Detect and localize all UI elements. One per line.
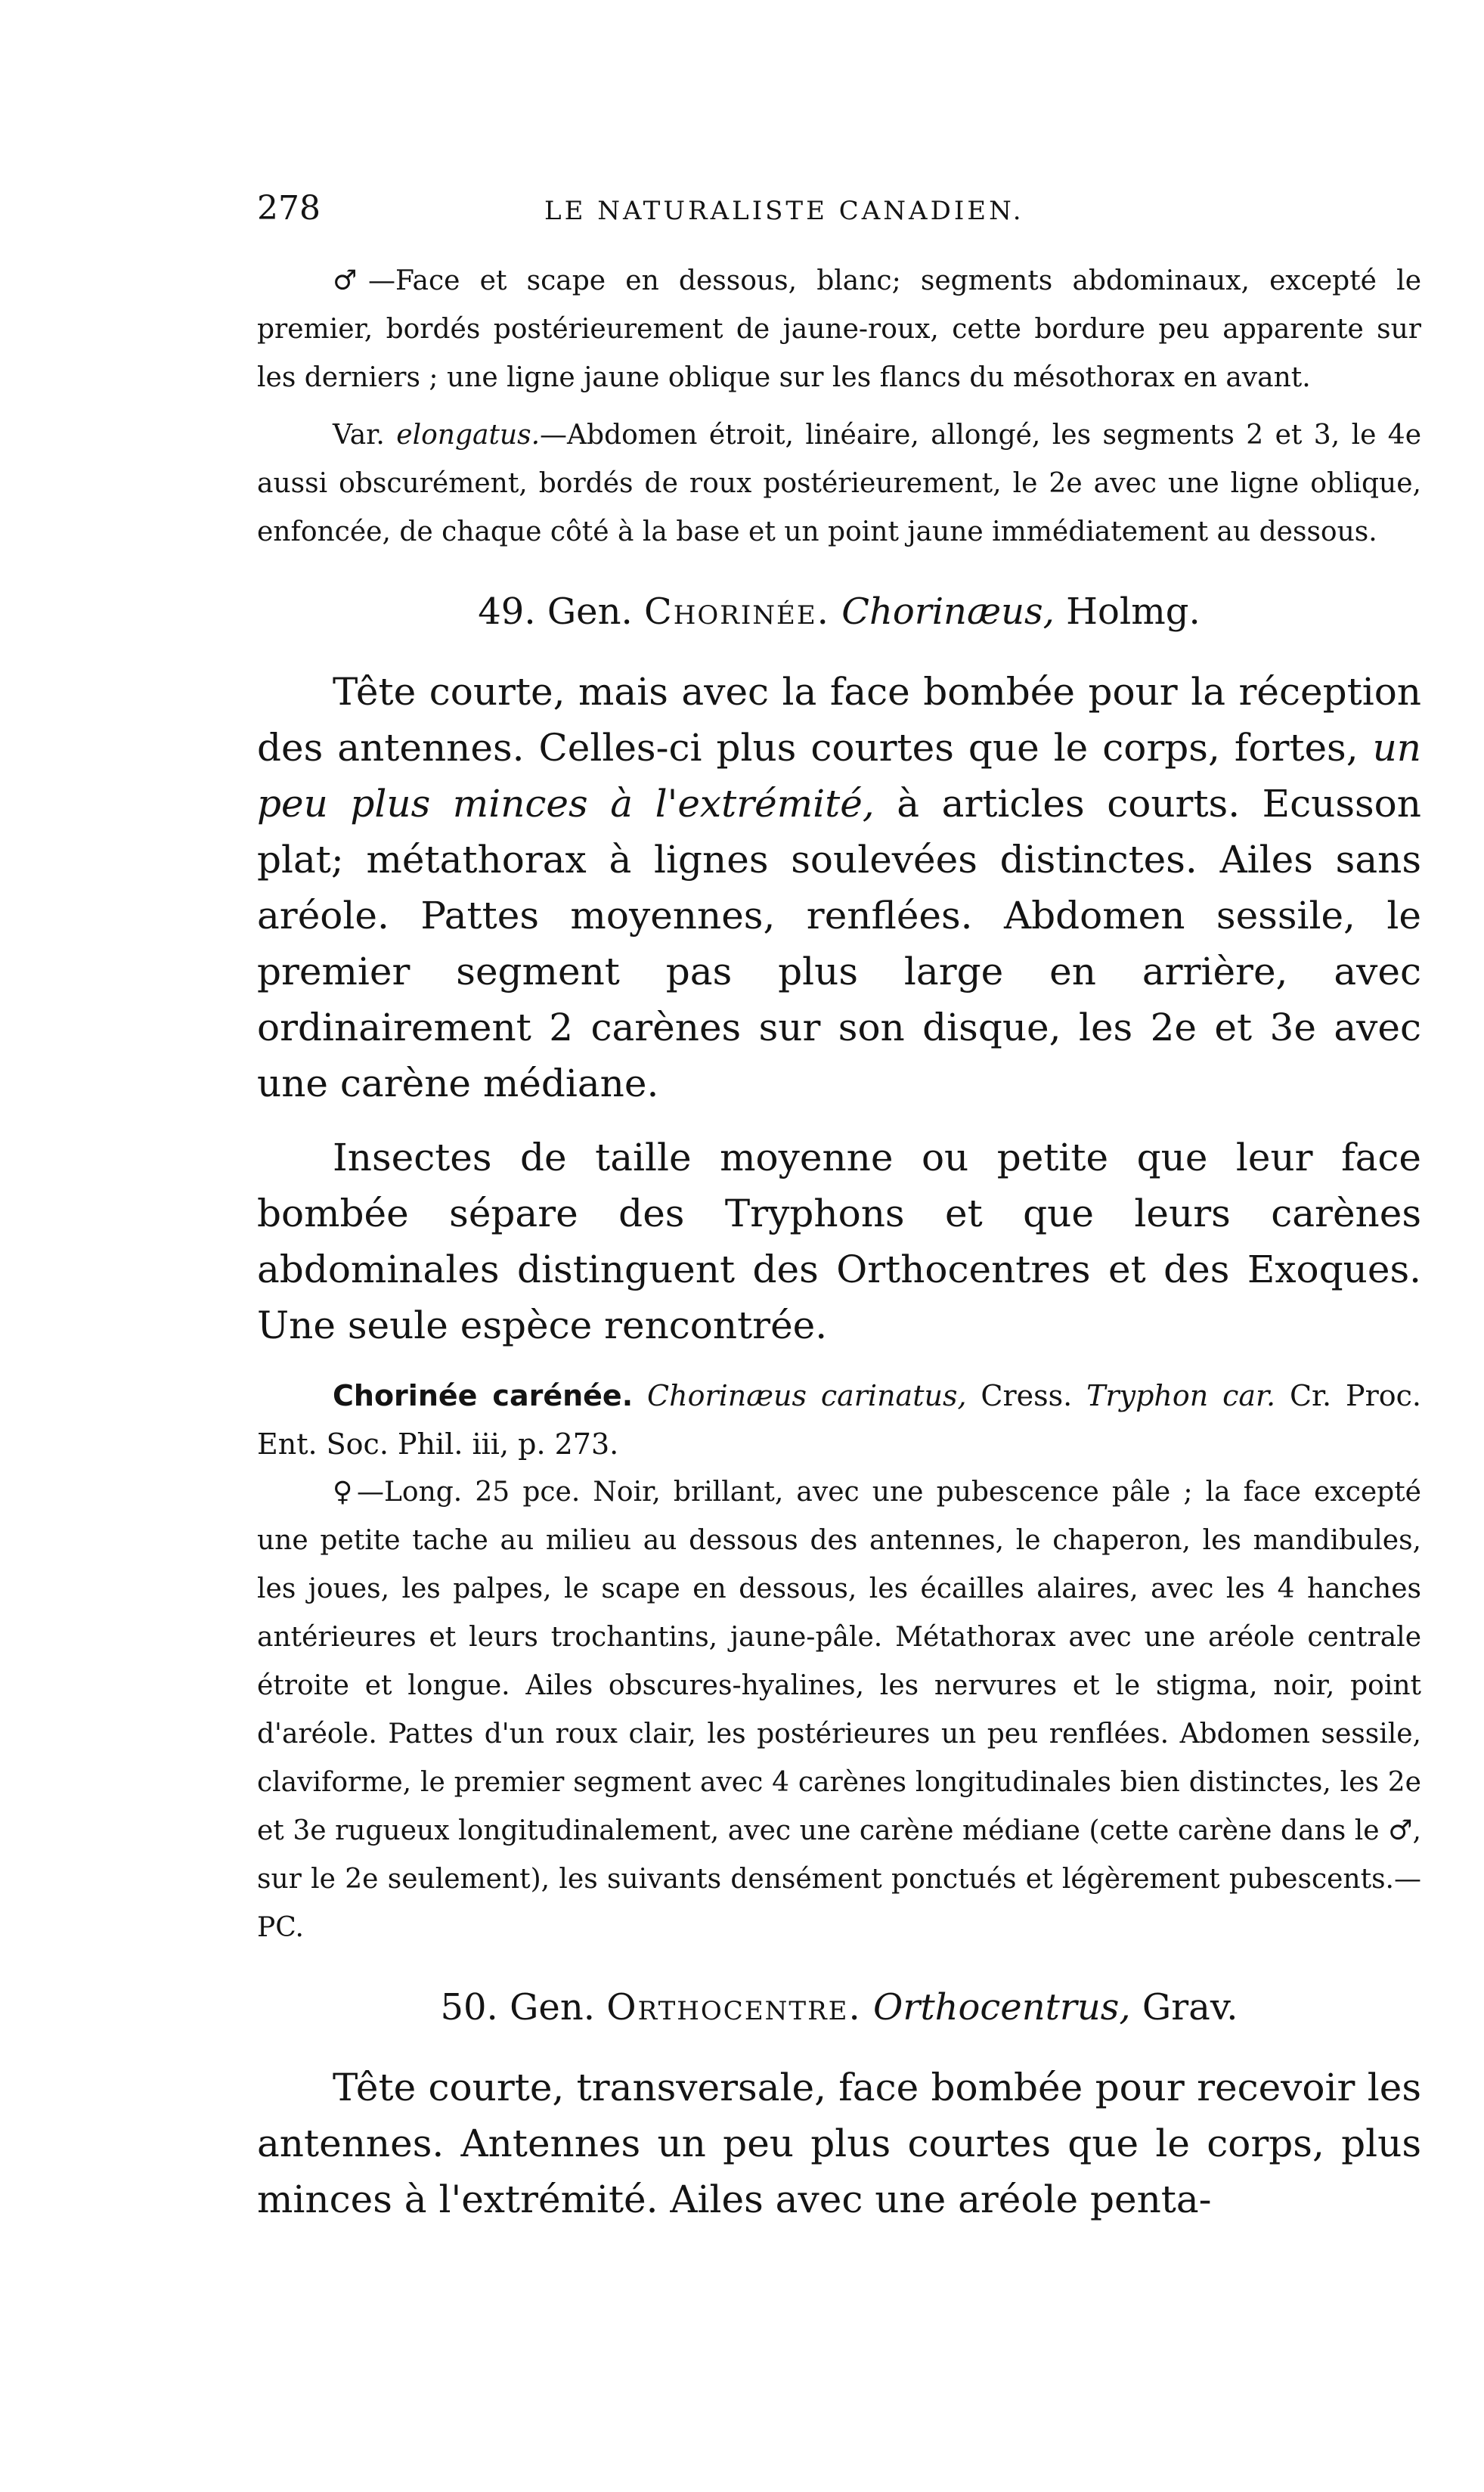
species-reference: Cr. Proc. Ent. Soc. Phil. iii, p. 273. bbox=[257, 1379, 1421, 1461]
variety-name: elongatus. bbox=[396, 420, 541, 451]
page-number: 278 bbox=[257, 189, 321, 228]
species-entry bbox=[257, 1372, 1421, 1468]
page-header bbox=[257, 189, 1421, 234]
paragraph-female-description: ♀—Long. 25 pce. Noir, brillant, avec une pubescence pâle ; la face excepté une petite tache au milieu au dessous des antennes, le chaperon, les mandibules, les joues, les palpes, le scape en dessous, les écailles alaires, avec les 4 hanches antérieures et leurs trochantins, jaune-pâle. Métathorax avec une aréole centrale étroite et longue. Ailes obscures-hyalines, les nervures et le stigma, noir, point d'aréole. Pattes d'un roux clair, les postérieures un peu renflées. Abdomen sessile, claviforme, le premier segment avec 4 carènes longitudinales bien distinctes, les 2e et 3e rugueux longitudinalement, avec une carène médiane (cette carène dans le ♂, sur le 2e seulement), les suivants densément ponctués et légèrement pubescents.—PC. bbox=[257, 1477, 1421, 1943]
variety-prefix: Var. bbox=[333, 420, 397, 451]
chorinee-desc-italic: un peu plus minces à l'extrémité, bbox=[257, 726, 1421, 826]
paragraph-insectes: Insectes de taille moyenne ou petite que leur face bombée sépare des Tryphons et que leurs carènes abdominales distinguent des Orthocentres et des Exoques. Une seule espèce rencontrée. bbox=[257, 1136, 1421, 1347]
species-latin-name: Chorinæus carinatus, bbox=[647, 1379, 967, 1412]
genus-common-name: Chorinée. bbox=[644, 590, 830, 633]
chorinee-desc-part2: à articles courts. Ecusson plat; métathorax à lignes soulevées distinctes. Ailes sans aréole. Pattes moyennes, renflées. Abdomen sessile, le premier segment pas plus large en arrière, avec ordinairement 2 carènes sur son disque, les 2e et 3e avec une carène médiane. bbox=[257, 782, 1421, 1105]
genus-author: Holmg. bbox=[1066, 590, 1201, 633]
paragraph-variety bbox=[257, 411, 1421, 556]
paragraph-male-description: ♂—Face et scape en dessous, blanc; segments abdominaux, excepté le premier, bordés postérieurement de jaune-roux, cette bordure peu apparente sur les derniers ; une ligne jaune oblique sur les flancs du mésothorax en avant. bbox=[257, 265, 1421, 393]
species-common-name: Chorinée carénée. bbox=[333, 1379, 634, 1412]
genus-heading-49 bbox=[257, 585, 1421, 638]
species-author: Cress. bbox=[981, 1379, 1073, 1412]
genus-author: Grav. bbox=[1142, 1986, 1238, 2029]
page bbox=[257, 189, 1421, 2227]
genus-latin-name: Orthocentrus, bbox=[873, 1986, 1131, 2029]
genus-number: 50. Gen. bbox=[440, 1986, 595, 2029]
paragraph-chorinee-description bbox=[257, 664, 1421, 1111]
genus-number: 49. Gen. bbox=[478, 590, 633, 633]
genus-latin-name: Chorinæus, bbox=[841, 590, 1055, 633]
paragraph-orthocentre-description: Tête courte, transversale, face bombée pour recevoir les antennes. Antennes un peu plus courtes que le corps, plus minces à l'extrémité. Ailes avec une aréole penta- bbox=[257, 2066, 1421, 2221]
chorinee-desc-part1: Tête courte, mais avec la face bombée pour la réception des antennes. Celles-ci plus courtes que le corps, fortes, bbox=[257, 670, 1421, 770]
genus-heading-50 bbox=[257, 1981, 1421, 2034]
genus-common-name: Orthocentre. bbox=[606, 1986, 862, 2029]
running-head: LE NATURALISTE CANADIEN. bbox=[544, 196, 1024, 226]
variety-text: —Abdomen étroit, linéaire, allongé, les segments 2 et 3, le 4e aussi obscurément, bordés de roux postérieurement, le 2e avec une ligne oblique, enfoncée, de chaque côté à la base et un point jaune immédiatement au dessous. bbox=[257, 420, 1422, 547]
species-synonym: Tryphon car. bbox=[1086, 1379, 1276, 1412]
